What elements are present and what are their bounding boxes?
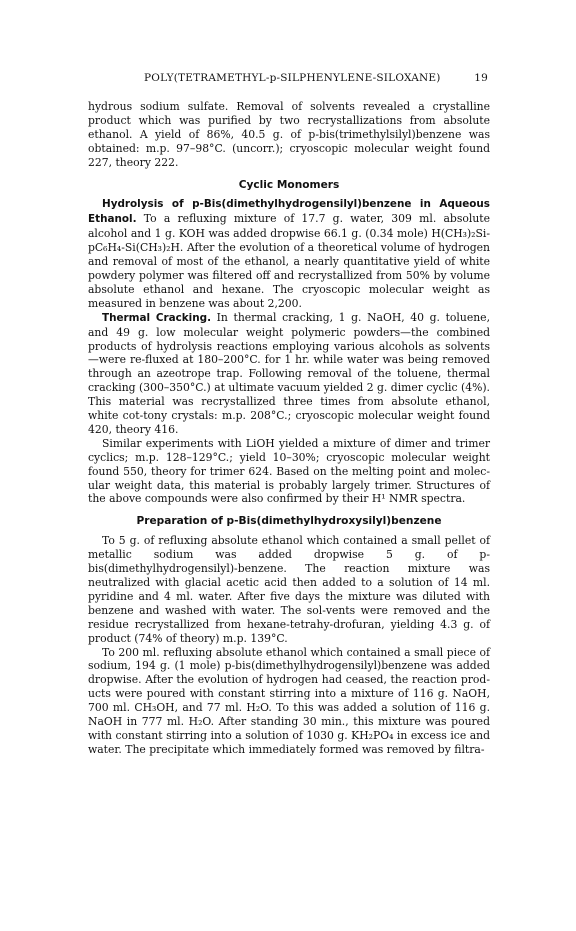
running-header (88, 72, 488, 88)
section-heading-cyclic-monomers: Cyclic Monomers (238, 178, 340, 191)
preparation-paragraph-1: To 5 g. of refluxing absolute ethanol which contained a small pellet of metallic sodium was added dropwise 5 g. of p-bis(dimethylhydrogensilyl)-benzene. The reaction mixture was neutralized with glacial acetic acid then added to a solution of 14 ml. pyridine and 4 ml. water. After five days the mixture was diluted with benzene and washed with water. The sol-vents were removed and the residue recrystallized from hexane-tetrahy-drofuran, yielding 4.3 g. of product (74% of theory) m.p. 139°C. (88, 534, 490, 645)
running-title: POLY(TETRAMETHYL-p-SILPHENYLENE-SILOXANE) (144, 72, 441, 84)
hydrolysis-run-in-heading: Hydrolysis of p-Bis(dimethylhydrogensilyl)benzene in Aqueous Ethanol. (88, 198, 490, 226)
thermal-cracking-run-in-heading: Thermal Cracking. (102, 311, 212, 324)
hydrolysis-paragraph (88, 197, 490, 310)
preparation-paragraph-2: To 200 ml. refluxing absolute ethanol which contained a small piece of sodium, 194 g. (1 mole) p-bis(dimethylhydrogensilyl)benzene was added dropwise. After the evolution of hydrogen had ceased, the reaction prod-ucts were poured with constant stirring into a mixture of 116 g. NaOH, 700 ml. CH₃OH, and 77 ml. H₂O. To this was added a solution of 116 g. NaOH in 777 ml. H₂O. After standing 30 min., this mixture was poured with constant stirring into a solution of 1030 g. KH₂PO₄ in excess ice and water. The precipitate which immediately formed was removed by filtra- (88, 645, 490, 756)
intro-paragraph: hydrous sodium sulfate. Removal of solvents revealed a crystalline product which was purified by two recrystallizations from absolute ethanol. A yield of 86%, 40.5 g. of p-bis(trimethylsilyl)benzene was obtained: m.p. 97–98°C. (uncorr.); cryoscopic molecular weight found 227, theory 222. (88, 100, 490, 169)
thermal-cracking-paragraph (88, 311, 490, 437)
thermal-cracking-text: In thermal cracking, 1 g. NaOH, 40 g. toluene, and 49 g. low molecular weight polymeric powders—the combined products of hydrolysis reactions employing various alcohols as solvents—were re-fluxed at 180–200°C. for 1 hr. while water was being removed through an azeotrope trap. Following removal of the toluene, thermal cracking (300–350°C.) at ultimate vacuum yielded 2 g. dimer cyclic (4%). This material was recrystallized three times from absolute ethanol, white cot-tony crystals: m.p. 208°C.; cryoscopic molecular weight found 420, theory 416. (88, 310, 491, 436)
page-number: 19 (474, 72, 488, 84)
section-heading-preparation: Preparation of p-Bis(dimethylhydroxysilyl)benzene (136, 515, 442, 528)
body-text (88, 100, 490, 757)
lioh-paragraph: Similar experiments with LiOH yielded a mixture of dimer and trimer cyclics; m.p. 128–129°C.; yield 10–30%; cryoscopic molecular weight found 550, theory for trimer 624. Based on the melting point and molec-ular weight data, this material is probably largely trimer. Structures of the above compounds were also confirmed by their H¹ NMR spectra. (88, 436, 490, 506)
hydrolysis-text: To a refluxing mixture of 17.7 g. water, 309 ml. absolute alcohol and 1 g. KOH was added dropwise 66.1 g. (0.34 mole) H(CH₃)₂Si-pC₆H₄-Si(CH₃)₂H. After the evolution of a theoretical volume of hydrogen and removal of most of the ethanol, a nearly quantitative yield of white powdery polymer was filtered off and recrystallized from 50% by volume absolute ethanol and hexane. The cryoscopic molecular weight as measured in benzene was about 2,200. (88, 212, 490, 310)
